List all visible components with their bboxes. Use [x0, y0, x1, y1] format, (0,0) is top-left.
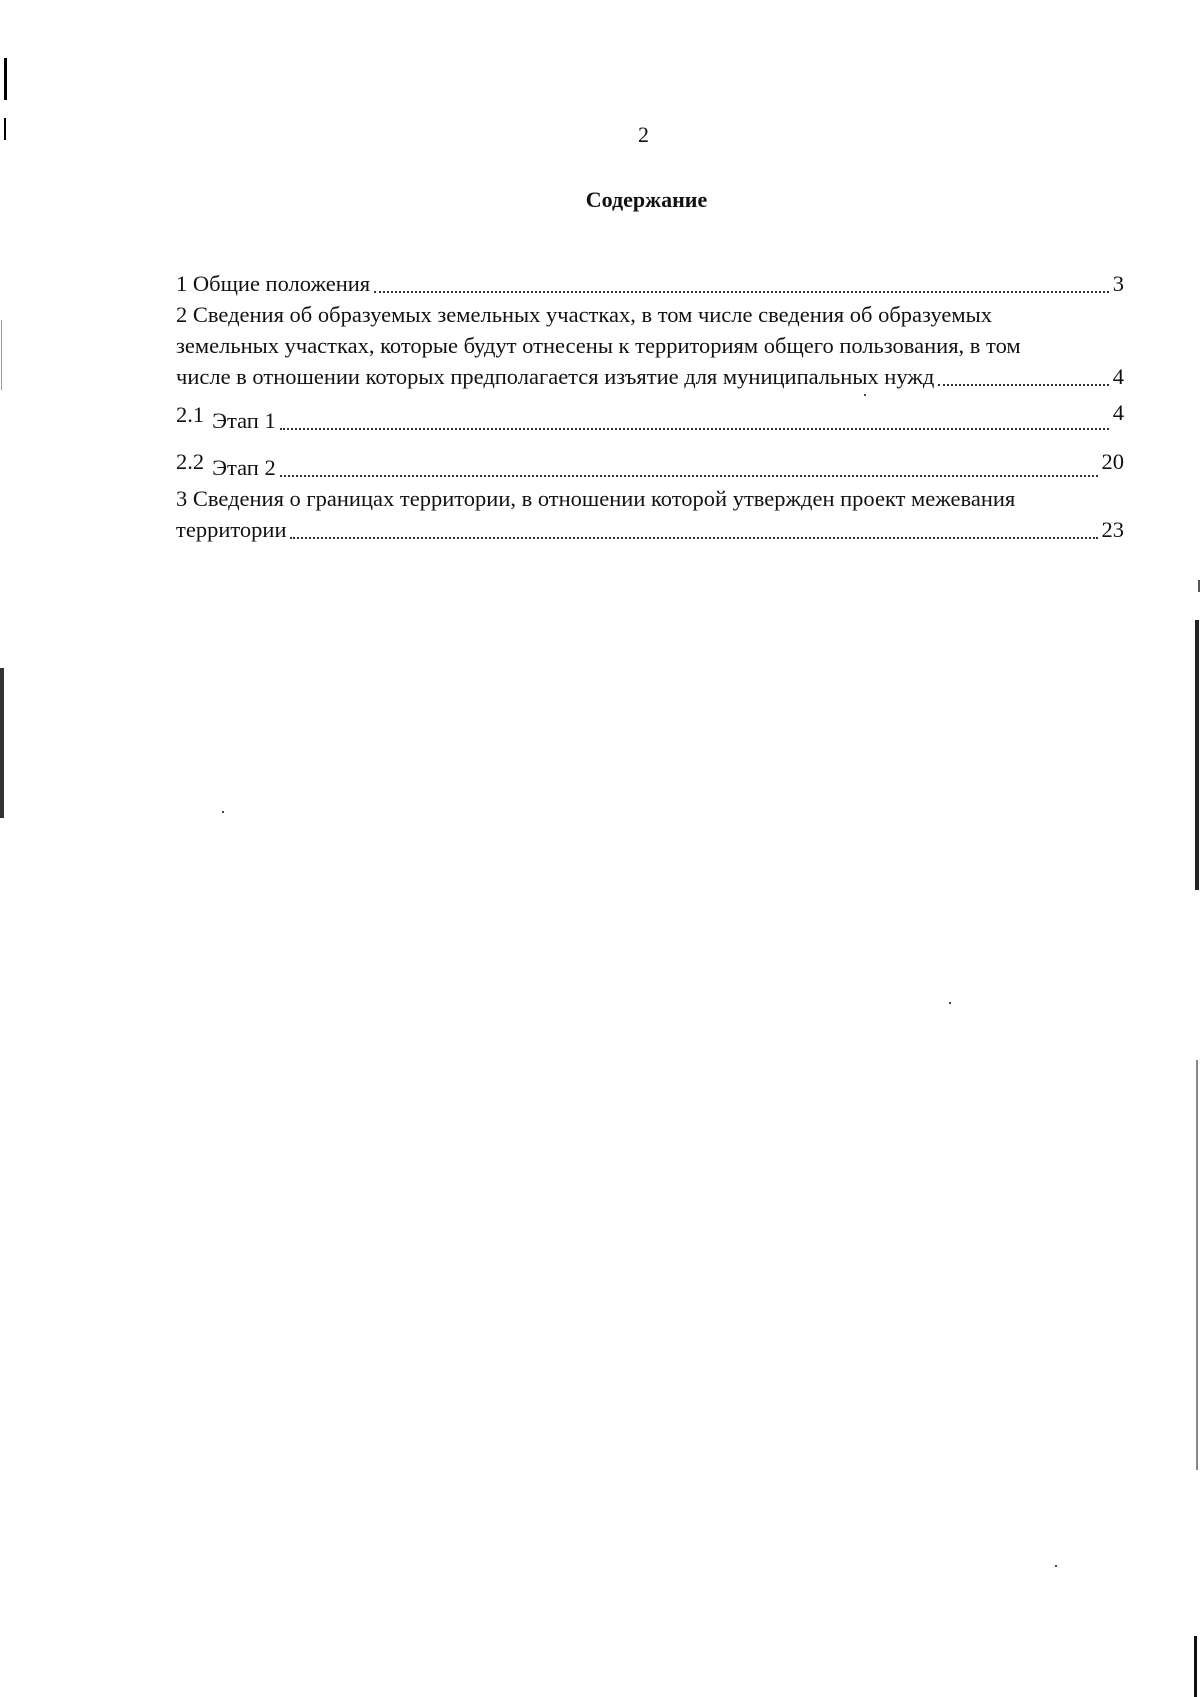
toc-entry-text-line: 3 Сведения о границах территории, в отношении которой утвержден проект межевания	[176, 486, 1016, 511]
dot-leader	[290, 537, 1097, 539]
toc-entry-text: Этап 2	[212, 455, 276, 480]
scan-edge-mark	[0, 668, 4, 818]
toc-entry-general-provisions[interactable]	[176, 268, 1124, 299]
scan-speck	[949, 1002, 951, 1004]
scan-speck	[1055, 1565, 1057, 1567]
dot-leader	[938, 384, 1108, 386]
page-number: 2	[638, 122, 649, 147]
toc-entry-territory-boundaries[interactable]	[176, 483, 1124, 545]
toc-entry-number: 2.1	[176, 402, 205, 427]
scan-edge-mark	[1196, 1060, 1198, 1470]
table-of-contents	[176, 268, 1124, 545]
scan-speck	[222, 811, 224, 813]
dot-leader	[280, 475, 1098, 477]
toc-entry-text: территории	[176, 517, 287, 542]
toc-title: Содержание	[585, 187, 708, 212]
scan-edge-mark	[4, 118, 6, 140]
toc-entry-land-plots[interactable]	[176, 299, 1124, 392]
toc-entry-number: 2.2	[176, 449, 205, 474]
toc-entry-page: 4	[1112, 364, 1124, 389]
scan-edge-mark	[1194, 1636, 1197, 1697]
toc-entry-page: 3	[1112, 271, 1124, 296]
toc-entry-page: 20	[1101, 449, 1124, 474]
toc-entry-text-line: 2 Сведения об образуемых земельных участках, в том числе сведения об образуемых	[176, 302, 992, 327]
toc-entry-text: 1 Общие положения	[176, 271, 371, 296]
scan-edge-mark	[4, 58, 7, 100]
toc-entry-stage-1[interactable]	[176, 400, 1124, 436]
toc-entry-page: 23	[1101, 517, 1124, 542]
dot-leader	[280, 428, 1109, 430]
toc-entry-text: числе в отношении которых предполагается изъятие для муниципальных нужд	[176, 364, 935, 389]
toc-entry-text-line: земельных участках, которые будут отнесены к территориям общего пользования, в том	[176, 333, 1021, 358]
toc-entry-text: Этап 1	[212, 408, 276, 433]
scan-edge-mark	[1195, 620, 1199, 890]
toc-entry-stage-2[interactable]	[176, 449, 1124, 483]
dot-leader	[374, 291, 1109, 293]
scan-speck	[864, 394, 866, 396]
toc-entry-page: 4	[1112, 400, 1124, 425]
scan-edge-mark	[1, 320, 2, 390]
